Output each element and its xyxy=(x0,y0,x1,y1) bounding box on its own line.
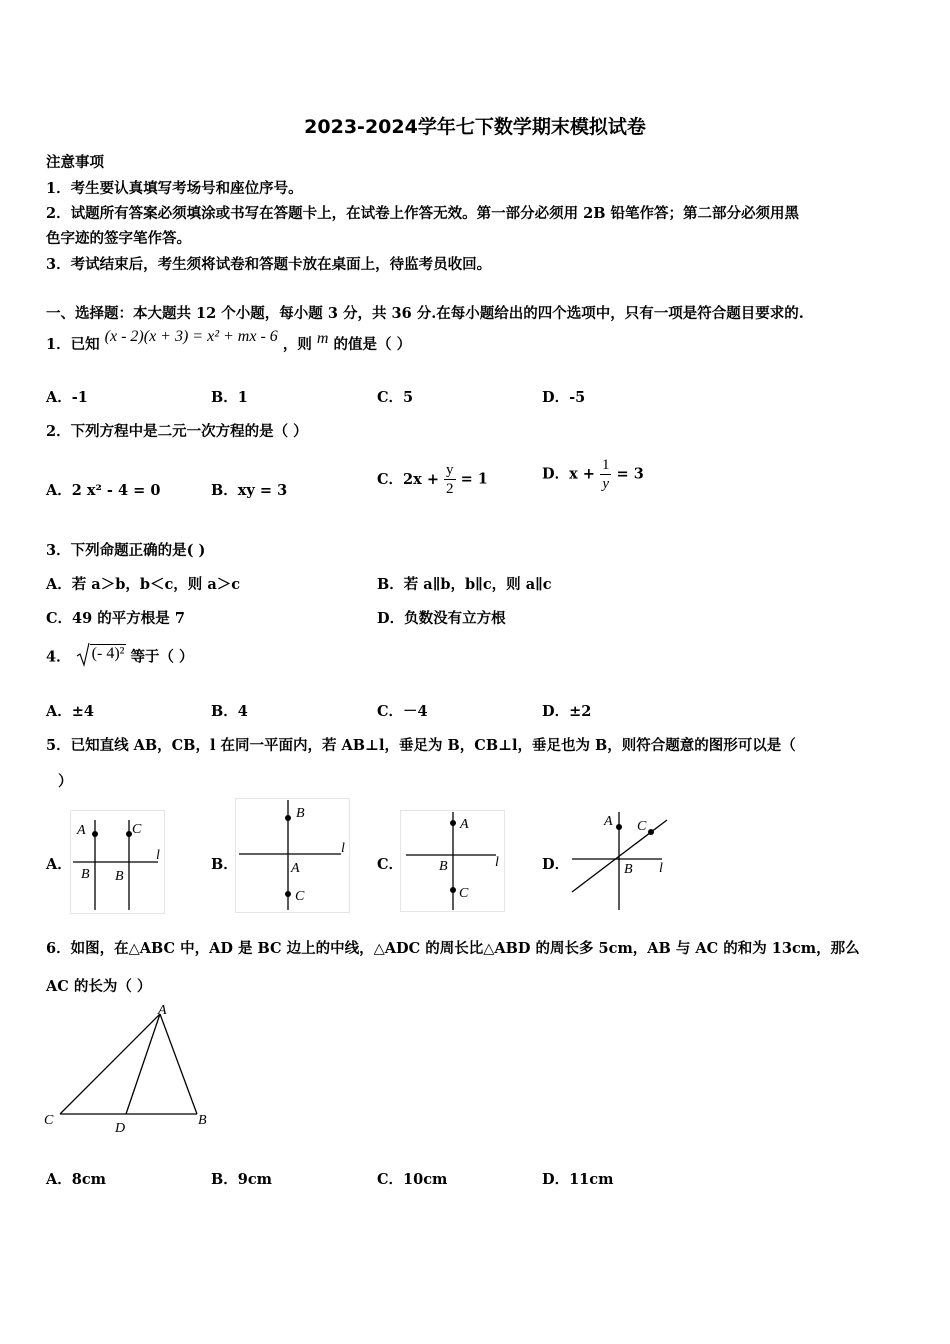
q1-prefix: 1．已知 xyxy=(46,336,100,353)
q2-option-c-fraction xyxy=(444,461,456,498)
q4-suffix: 等于（ ） xyxy=(130,648,194,666)
q2-option-c-pre: C．2x + xyxy=(377,470,439,488)
label-a: A xyxy=(460,817,469,832)
q1-variable: m xyxy=(316,330,329,347)
label-c: C xyxy=(295,889,305,904)
question-2-stem: 2．下列方程中是二元一次方程的是（ ） xyxy=(46,423,308,440)
q4-option-b[interactable]: B．4 xyxy=(211,703,248,720)
label-a: A xyxy=(158,1003,167,1018)
q5-figure-d xyxy=(566,808,676,912)
q3-option-d[interactable]: D．负数没有立方根 xyxy=(377,610,506,627)
q2-option-d-denominator: y xyxy=(602,476,610,492)
figure-frame xyxy=(236,799,350,913)
label-b: B xyxy=(439,859,448,874)
label-b: B xyxy=(198,1113,207,1128)
q4-option-c[interactable]: C．－4 xyxy=(377,703,428,720)
question-6-stem-line-1: 6．如图，在△ABC 中，AD 是 BC 边上的中线，△ADC 的周长比△ABD 的周长多 5cm，AB 与 AC 的和为 13cm，那么 xyxy=(46,940,860,957)
label-l: l xyxy=(495,855,499,870)
q5-option-b[interactable]: B． xyxy=(211,856,238,873)
label-c: C xyxy=(459,886,469,901)
label-l: l xyxy=(156,848,160,863)
q2-option-c[interactable] xyxy=(377,461,488,498)
q5-option-a[interactable]: A． xyxy=(46,856,72,873)
q5-figure-c xyxy=(400,810,505,912)
q4-prefix: 4． xyxy=(46,648,71,666)
question-5-stem-line-1: 5．已知直线 AB，CB，l 在同一平面内，若 AB⊥l，垂足为 B，CB⊥l，垂足也为 B，则符合题意的图形可以是（ xyxy=(46,737,796,754)
q4-radical xyxy=(76,645,131,662)
label-a: A xyxy=(604,814,613,829)
point-c xyxy=(285,891,291,897)
q1-suffix: 的值是（ ） xyxy=(333,336,412,353)
q5-figure-b xyxy=(235,798,350,913)
q5-option-d[interactable]: D． xyxy=(542,856,570,873)
section-heading: 一、选择题：本大题共 12 个小题，每小题 3 分，共 36 分.在每小题给出的四个选项中，只有一项是符合题目要求的. xyxy=(46,305,804,322)
q6-option-d[interactable]: D．11cm xyxy=(542,1171,614,1188)
question-5-stem-line-2: ） xyxy=(58,773,73,790)
label-c: C xyxy=(132,822,142,837)
page-title: 2023-2024学年七下数学期末模拟试卷 xyxy=(304,116,646,138)
q2-option-a[interactable]: A．2 x² - 4 = 0 xyxy=(46,482,161,499)
label-b: B xyxy=(296,806,305,821)
label-d: D xyxy=(115,1121,126,1136)
point-c xyxy=(648,829,654,835)
q2-option-b[interactable]: B．xy = 3 xyxy=(211,482,288,499)
notice-item-3: 3．考试结束后，考生须将试卷和答题卡放在桌面上，待监考员收回。 xyxy=(46,256,492,273)
q6-option-b[interactable]: B．9cm xyxy=(211,1171,273,1188)
q2-option-c-denominator: 2 xyxy=(446,481,454,497)
q6-option-a[interactable]: A．8cm xyxy=(46,1171,107,1188)
q2-option-d-fraction xyxy=(600,456,612,493)
question-4-stem xyxy=(46,645,194,671)
q4-radicand: (- 4)² xyxy=(91,644,125,662)
q4-option-d[interactable]: D．±2 xyxy=(542,703,592,720)
label-a: A xyxy=(77,823,86,838)
notice-heading: 注意事项 xyxy=(46,154,104,171)
point-c xyxy=(450,887,456,893)
q2-option-c-post: = 1 xyxy=(460,470,488,488)
notice-item-2-line-2: 色字迹的签字笔作答。 xyxy=(46,230,191,247)
q2-option-c-numerator: y xyxy=(446,462,454,478)
notice-item-2-line-1: 2．试题所有答案必须填涂或书写在答题卡上，在试卷上作答无效。第一部分必须用 2B 铅笔作答；第二部分必须用黑 xyxy=(46,205,800,222)
q1-option-b[interactable]: B．1 xyxy=(211,389,248,406)
segment-ac xyxy=(60,1014,160,1114)
label-l: l xyxy=(341,841,345,856)
q1-option-a[interactable]: A．-1 xyxy=(46,389,88,406)
q6-option-c[interactable]: C．10cm xyxy=(377,1171,448,1188)
label-a: A xyxy=(291,861,300,876)
q1-mid: ，则 xyxy=(282,336,312,353)
label-b-2: B xyxy=(115,869,124,884)
notice-item-1: 1．考生要认真填写考场号和座位序号。 xyxy=(46,180,303,197)
sqrt-sign-icon xyxy=(76,641,90,667)
segment-ad xyxy=(126,1014,160,1114)
q4-option-a[interactable]: A．±4 xyxy=(46,703,94,720)
label-l: l xyxy=(659,861,663,876)
label-c: C xyxy=(44,1113,54,1128)
q5-option-c[interactable]: C． xyxy=(377,856,404,873)
q1-formula: (x - 2)(x + 3) = x² + mx - 6 xyxy=(104,328,278,345)
q2-option-d-post: = 3 xyxy=(616,465,644,483)
q1-option-d[interactable]: D．-5 xyxy=(542,389,586,406)
label-c: C xyxy=(637,819,647,834)
label-b-1: B xyxy=(81,867,90,882)
q3-option-b[interactable]: B．若 a∥b，b∥c，则 a∥c xyxy=(377,576,552,593)
point-a xyxy=(92,831,98,837)
segment-ab xyxy=(160,1014,197,1114)
q2-option-d-pre: D．x + xyxy=(542,465,595,483)
question-3-stem: 3．下列命题正确的是( ) xyxy=(46,542,206,559)
point-b xyxy=(285,815,291,821)
label-b: B xyxy=(624,862,633,877)
q2-option-d-numerator: 1 xyxy=(601,457,610,473)
point-a xyxy=(616,824,622,830)
question-1-stem xyxy=(46,328,412,354)
q6-triangle-figure xyxy=(40,1000,220,1140)
q2-option-d[interactable] xyxy=(542,456,644,493)
q1-option-c[interactable]: C．5 xyxy=(377,389,414,406)
question-6-stem-line-2: AC 的长为（ ） xyxy=(46,978,152,995)
q3-option-c[interactable]: C．49 的平方根是 7 xyxy=(46,610,185,627)
q3-option-a[interactable]: A．若 a＞b，b＜c，则 a＞c xyxy=(46,576,241,593)
q5-figure-a xyxy=(70,810,165,914)
point-a xyxy=(450,820,456,826)
